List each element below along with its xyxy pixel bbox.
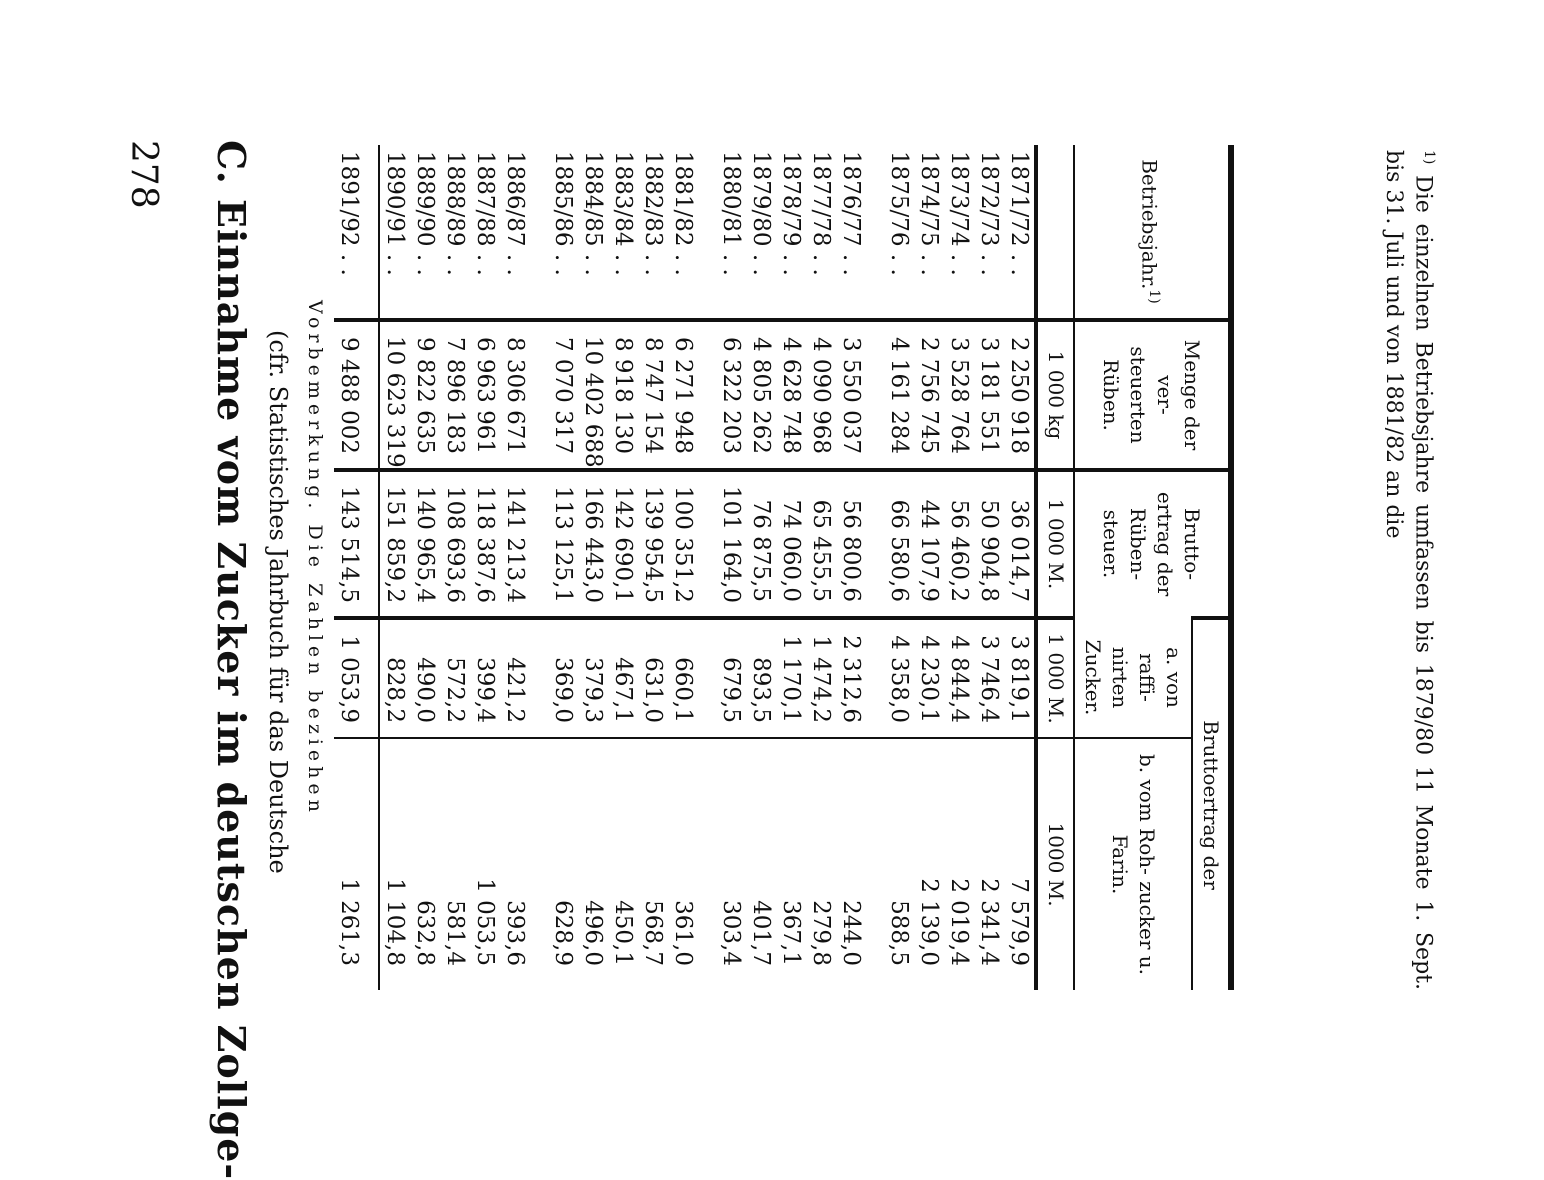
table-row <box>746 145 776 990</box>
footnote-text: Die einzelnen Betriebsjahre umfassen bis 1879/80 11 Monate 1. Sept. bis 31. Juli und von 1881/82 an die <box>1380 150 1436 990</box>
cell-a: 660,1 <box>668 618 698 738</box>
cell-b: 2 139,0 <box>914 738 944 990</box>
cell-b: 401,7 <box>746 738 776 990</box>
cell-a: 3 746,4 <box>974 618 1004 738</box>
page-subtitle: (cfr. Statistisches Jahrbuch für das Deutsche <box>264 330 292 874</box>
table-row <box>884 145 914 990</box>
page-title: C. Einnahme vom Zucker im deutschen Zollge- <box>209 140 254 1180</box>
cell-b: 2 341,4 <box>974 738 1004 990</box>
cell-year: 1875/76 . . <box>886 151 913 276</box>
cell-b: 450,1 <box>608 738 638 990</box>
cell-a: 467,1 <box>608 618 638 738</box>
header-b: b. vom Roh- zucker u. Farin. <box>1074 738 1192 990</box>
cell-year: 1879/80 . . <box>748 151 775 276</box>
page-number: 278 <box>123 140 164 209</box>
cell-a: 2 312,6 <box>836 618 866 738</box>
footnote-text-block <box>1378 150 1444 990</box>
cell-a: 399,4 <box>470 618 500 738</box>
cell-menge: 4 161 284 <box>884 320 914 470</box>
cell-menge: 6 322 203 <box>716 320 746 470</box>
cell-menge: 4 628 748 <box>776 320 806 470</box>
cell-a: 4 230,1 <box>914 618 944 738</box>
cell-menge: 8 747 154 <box>638 320 668 470</box>
group-gap-row <box>530 145 548 990</box>
cell-b: 1 261,3 <box>334 738 379 990</box>
table-row <box>578 145 608 990</box>
cell-menge: 9 488 002 <box>334 320 379 470</box>
gap-cell <box>866 738 884 990</box>
cell-year: 1874/75 . . <box>916 151 943 276</box>
cell-a: 828,2 <box>379 618 410 738</box>
gap-cell <box>698 145 716 320</box>
group-gap-row <box>866 145 884 990</box>
cell-brutto: 56 460,2 <box>944 470 974 618</box>
table-row <box>608 145 638 990</box>
cell-a: 893,5 <box>746 618 776 738</box>
cell-a: 679,5 <box>716 618 746 738</box>
cell-menge: 8 918 130 <box>608 320 638 470</box>
cell-brutto: 108 693,6 <box>440 470 470 618</box>
gap-cell <box>698 320 716 470</box>
cell-year: 1885/86 . . <box>550 151 577 276</box>
cell-brutto: 141 213,4 <box>500 470 530 618</box>
cell-brutto: 113 125,1 <box>548 470 578 618</box>
sugar-revenue-table <box>334 145 1234 990</box>
table-row <box>974 145 1004 990</box>
unit-brutto: 1 000 M. <box>1036 470 1074 618</box>
cell-year: 1877/78 . . <box>808 151 835 276</box>
cell-year: 1882/83 . . <box>640 151 667 276</box>
header-menge: Menge der ver- steuerten Rüben. <box>1074 320 1231 470</box>
cell-year: 1880/81 . . <box>718 151 745 276</box>
cell-b: 279,8 <box>806 738 836 990</box>
header-year-footnote-marker: 1) <box>1146 289 1163 304</box>
cell-a: 1 053,9 <box>334 618 379 738</box>
cell-brutto: 101 164,0 <box>716 470 746 618</box>
cell-brutto: 118 387,6 <box>470 470 500 618</box>
cell-a: 1 170,1 <box>776 618 806 738</box>
cell-year: 1887/88 . . <box>472 151 499 276</box>
table-row <box>379 145 410 990</box>
cell-year: 1890/91 . . <box>382 151 409 276</box>
cell-brutto: 66 580,6 <box>884 470 914 618</box>
table-row <box>716 145 746 990</box>
table-row <box>944 145 974 990</box>
cell-year: 1884/85 . . <box>580 151 607 276</box>
gap-cell <box>866 145 884 320</box>
cell-brutto: 44 107,9 <box>914 470 944 618</box>
header-brutto: Brutto- ertrag der Rüben- steuer. <box>1074 470 1231 618</box>
gap-cell <box>698 618 716 738</box>
gap-cell <box>866 618 884 738</box>
cell-brutto: 151 859,2 <box>379 470 410 618</box>
gap-cell <box>530 320 548 470</box>
cell-a: 4 844,4 <box>944 618 974 738</box>
cell-menge: 8 306 671 <box>500 320 530 470</box>
table-row <box>776 145 806 990</box>
cell-a: 369,0 <box>548 618 578 738</box>
cell-brutto: 100 351,2 <box>668 470 698 618</box>
cell-menge: 4 805 262 <box>746 320 776 470</box>
table-row <box>470 145 500 990</box>
cell-menge: 2 756 745 <box>914 320 944 470</box>
cell-a: 3 819,1 <box>1004 618 1036 738</box>
gap-cell <box>698 470 716 618</box>
unit-b: 1000 M. <box>1036 738 1074 990</box>
cell-brutto: 143 514,5 <box>334 470 379 618</box>
cell-brutto: 142 690,1 <box>608 470 638 618</box>
cell-a: 490,0 <box>410 618 440 738</box>
cell-b: 628,9 <box>548 738 578 990</box>
footnote-marker: 1) <box>1421 150 1437 165</box>
cell-menge: 10 623 319 <box>379 320 410 470</box>
table-row <box>1004 145 1036 990</box>
gap-cell <box>866 470 884 618</box>
header-year <box>1074 145 1231 320</box>
table-row <box>914 145 944 990</box>
cell-a: 631,0 <box>638 618 668 738</box>
cell-menge: 7 896 183 <box>440 320 470 470</box>
table-row <box>836 145 866 990</box>
table-body <box>334 145 1036 990</box>
cell-b: 361,0 <box>668 738 698 990</box>
gap-cell <box>530 145 548 320</box>
cell-year: 1872/73 . . <box>976 151 1003 276</box>
cell-menge: 9 822 635 <box>410 320 440 470</box>
cell-b: 303,4 <box>716 738 746 990</box>
unit-a: 1 000 M. <box>1036 618 1074 738</box>
footnote <box>1378 150 1444 990</box>
cell-a: 379,3 <box>578 618 608 738</box>
cell-menge: 3 181 551 <box>974 320 1004 470</box>
table-row <box>440 145 470 990</box>
cell-b: 588,5 <box>884 738 914 990</box>
cell-year: 1876/77 . . <box>838 151 865 276</box>
cell-menge: 4 090 968 <box>806 320 836 470</box>
cell-brutto: 56 800,6 <box>836 470 866 618</box>
cell-year: 1888/89 . . <box>442 151 469 276</box>
gap-cell <box>866 320 884 470</box>
cell-year: 1891/92 . . <box>334 145 379 320</box>
cell-brutto: 139 954,5 <box>638 470 668 618</box>
cell-year: 1881/82 . . <box>670 151 697 276</box>
cell-year: 1886/87 . . <box>502 151 529 276</box>
cell-year: 1883/84 . . <box>610 151 637 276</box>
group-gap-row <box>698 145 716 990</box>
cell-a: 572,2 <box>440 618 470 738</box>
cell-b: 1 104,8 <box>379 738 410 990</box>
cell-year: 1889/90 . . <box>412 151 439 276</box>
table-row <box>334 145 379 990</box>
cell-menge: 3 550 037 <box>836 320 866 470</box>
unit-year <box>1036 145 1074 320</box>
cell-brutto: 166 443,0 <box>578 470 608 618</box>
cell-a: 1 474,2 <box>806 618 836 738</box>
cell-year: 1871/72 . . <box>1006 151 1033 276</box>
table-row <box>668 145 698 990</box>
cell-b: 632,8 <box>410 738 440 990</box>
unit-menge: 1 000 kg <box>1036 320 1074 470</box>
unit-row <box>1036 145 1074 990</box>
cell-b: 496,0 <box>578 738 608 990</box>
cell-b: 581,4 <box>440 738 470 990</box>
cell-b: 244,0 <box>836 738 866 990</box>
header-year-label: Betriebsjahr. <box>1137 159 1162 290</box>
cell-menge: 6 271 948 <box>668 320 698 470</box>
cell-b: 1 053,5 <box>470 738 500 990</box>
cell-b: 393,6 <box>500 738 530 990</box>
cell-b: 367,1 <box>776 738 806 990</box>
cell-year: 1878/79 . . <box>778 151 805 276</box>
gap-cell <box>698 738 716 990</box>
cell-brutto: 74 060,0 <box>776 470 806 618</box>
cell-menge: 6 963 961 <box>470 320 500 470</box>
table-row <box>500 145 530 990</box>
table-row <box>806 145 836 990</box>
gap-cell <box>530 470 548 618</box>
cell-menge: 10 402 688 <box>578 320 608 470</box>
table-row <box>638 145 668 990</box>
header-group: Bruttoertrag der <box>1192 618 1231 990</box>
cell-year: 1873/74 . . <box>946 151 973 276</box>
cell-brutto: 140 965,4 <box>410 470 440 618</box>
cell-brutto: 76 875,5 <box>746 470 776 618</box>
cell-menge: 7 070 317 <box>548 320 578 470</box>
cell-menge: 3 528 764 <box>944 320 974 470</box>
cell-brutto: 65 455,5 <box>806 470 836 618</box>
cell-menge: 2 250 918 <box>1004 320 1036 470</box>
cell-brutto: 36 014,7 <box>1004 470 1036 618</box>
table-row <box>410 145 440 990</box>
cell-b: 7 579,9 <box>1004 738 1036 990</box>
preliminary-note: Vorbemerkung. Die Zahlen beziehen <box>304 300 326 817</box>
cell-b: 2 019,4 <box>944 738 974 990</box>
cell-a: 4 358,0 <box>884 618 914 738</box>
gap-cell <box>530 738 548 990</box>
table-row <box>548 145 578 990</box>
gap-cell <box>530 618 548 738</box>
cell-a: 421,2 <box>500 618 530 738</box>
cell-b: 568,7 <box>638 738 668 990</box>
header-a: a. von raffi- nirten Zucker. <box>1074 618 1192 738</box>
cell-brutto: 50 904,8 <box>974 470 1004 618</box>
header-row <box>1192 145 1231 990</box>
